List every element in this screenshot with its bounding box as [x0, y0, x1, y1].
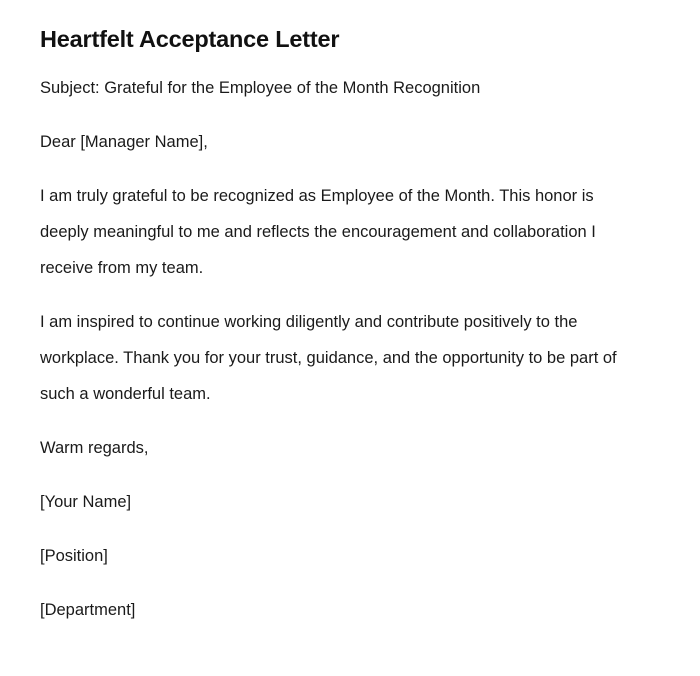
letter-body [40, 70, 640, 628]
page-title: Heartfelt Acceptance Letter [40, 26, 340, 52]
signature-department: [Department] [40, 601, 136, 619]
closing: Warm regards, [40, 439, 149, 457]
signature-name: [Your Name] [40, 493, 132, 511]
signature-position: [Position] [40, 547, 108, 565]
body-paragraph-1: I am truly grateful to be recognized as Employee of the Month. This honor is deeply meaningful to me and reflects the encouragement and collaboration I receive from my team. [40, 187, 596, 277]
body-paragraph-2: I am inspired to continue working diligently and contribute positively to the workplace. Thank you for your trust, guidance, and the opportunity to be part of such a wonderful team. [40, 313, 617, 403]
subject-line: Subject: Grateful for the Employee of the Month Recognition [40, 79, 481, 97]
salutation: Dear [Manager Name], [40, 133, 208, 151]
